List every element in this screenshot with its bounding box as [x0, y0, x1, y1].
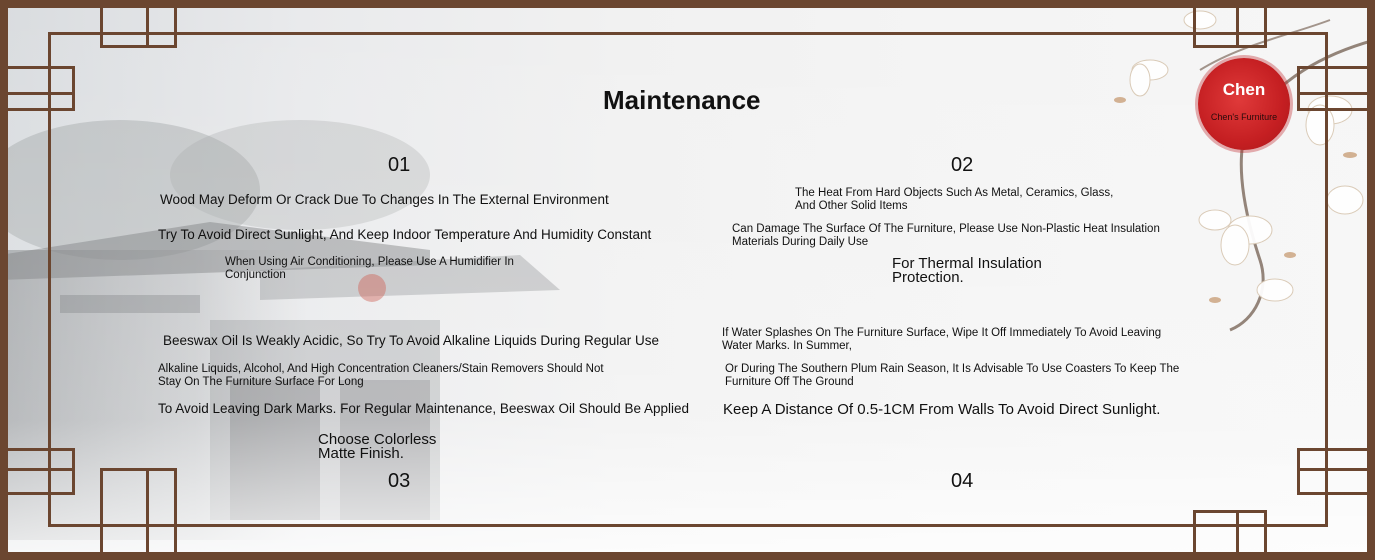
section-line: Beeswax Oil Is Weakly Acidic, So Try To Avoid Alkaline Liquids During Regular Use — [163, 333, 659, 348]
section-number: 04 — [951, 470, 974, 492]
page-title: Maintenance — [603, 85, 761, 115]
section-number: 01 — [388, 154, 411, 176]
section-line: Try To Avoid Direct Sunlight, And Keep Indoor Temperature And Humidity Constant — [158, 227, 652, 242]
brand-seal-subtitle: Chen's Furniture — [1210, 112, 1278, 122]
section-line: If Water Splashes On The Furniture Surface, Wipe It Off Immediately To Avoid Leaving Water Marks. In Summer, — [722, 327, 1162, 352]
section-line: Choose Colorless Matte Finish. — [318, 431, 437, 462]
section-line: Keep A Distance Of 0.5-1CM From Walls To Avoid Direct Sunlight. — [723, 401, 1161, 418]
section-line: For Thermal Insulation Protection. — [892, 255, 1042, 286]
section-number: 03 — [388, 470, 411, 492]
section-line: Can Damage The Surface Of The Furniture, Please Use Non-Plastic Heat Insulation Materials During Daily Use — [732, 223, 1160, 248]
brand-seal-icon — [1198, 58, 1290, 150]
section-line: To Avoid Leaving Dark Marks. For Regular Maintenance, Beeswax Oil Should Be Applied — [158, 401, 690, 416]
section-line: Alkaline Liquids, Alcohol, And High Concentration Cleaners/Stain Removers Should Not Stay On The Furniture Surface For Long — [158, 363, 604, 388]
section-line: Wood May Deform Or Crack Due To Changes In The External Environment — [160, 192, 609, 207]
section-line: When Using Air Conditioning, Please Use A Humidifier In Conjunction — [225, 256, 514, 281]
brand-seal-title: Chen — [1222, 80, 1266, 99]
section-line: The Heat From Hard Objects Such As Metal, Ceramics, Glass, And Other Solid Items — [795, 187, 1114, 212]
section-line: Or During The Southern Plum Rain Season, It Is Advisable To Use Coasters To Keep The Furniture Off The Ground — [725, 363, 1180, 388]
section-number: 02 — [951, 154, 974, 176]
